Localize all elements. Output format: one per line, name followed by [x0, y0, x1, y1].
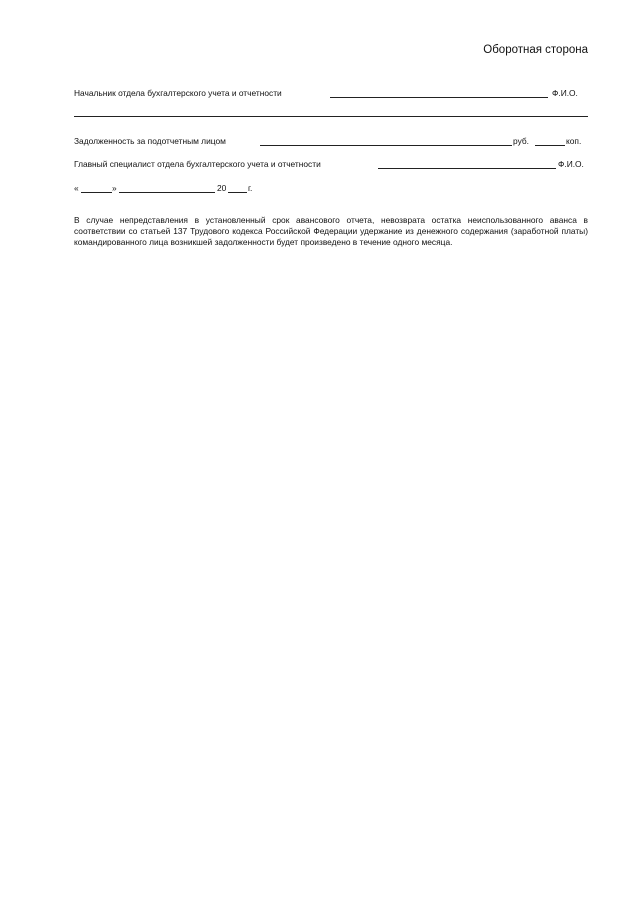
- chief-label: Начальник отдела бухгалтерского учета и отчетности: [74, 88, 282, 98]
- advance-report-note: В случае непредставления в установленный срок авансового отчета, невозврата остатка неиспользованного аванса в соответствии со статьей 137 Трудового кодекса Российской Федерации удержание из денежного содержания (заработной платы) командированного лица возникшей задолженности будет произведено в течение одного месяца.: [74, 215, 588, 248]
- date-open-quote: «: [74, 183, 79, 193]
- chief-fio-label: Ф.И.О.: [552, 88, 578, 98]
- extra-line: [74, 116, 588, 117]
- chief-signature-line: [330, 97, 548, 98]
- date-year-line: [228, 192, 247, 193]
- debt-amount-line: [260, 145, 512, 146]
- debt-rub-label: руб.: [513, 136, 529, 146]
- date-year-suffix: г.: [248, 183, 253, 193]
- date-day-line: [81, 192, 112, 193]
- specialist-fio-label: Ф.И.О.: [558, 159, 584, 169]
- debt-label: Задолженность за подотчетным лицом: [74, 136, 226, 146]
- page-side-heading: Оборотная сторона: [483, 44, 588, 56]
- date-year-prefix: 20: [217, 183, 227, 193]
- debt-kop-line: [535, 145, 565, 146]
- specialist-label: Главный специалист отдела бухгалтерского учета и отчетности: [74, 159, 321, 169]
- specialist-signature-line: [378, 168, 556, 169]
- date-month-line: [119, 192, 215, 193]
- debt-kop-label: коп.: [566, 136, 582, 146]
- date-close-quote: »: [112, 183, 117, 193]
